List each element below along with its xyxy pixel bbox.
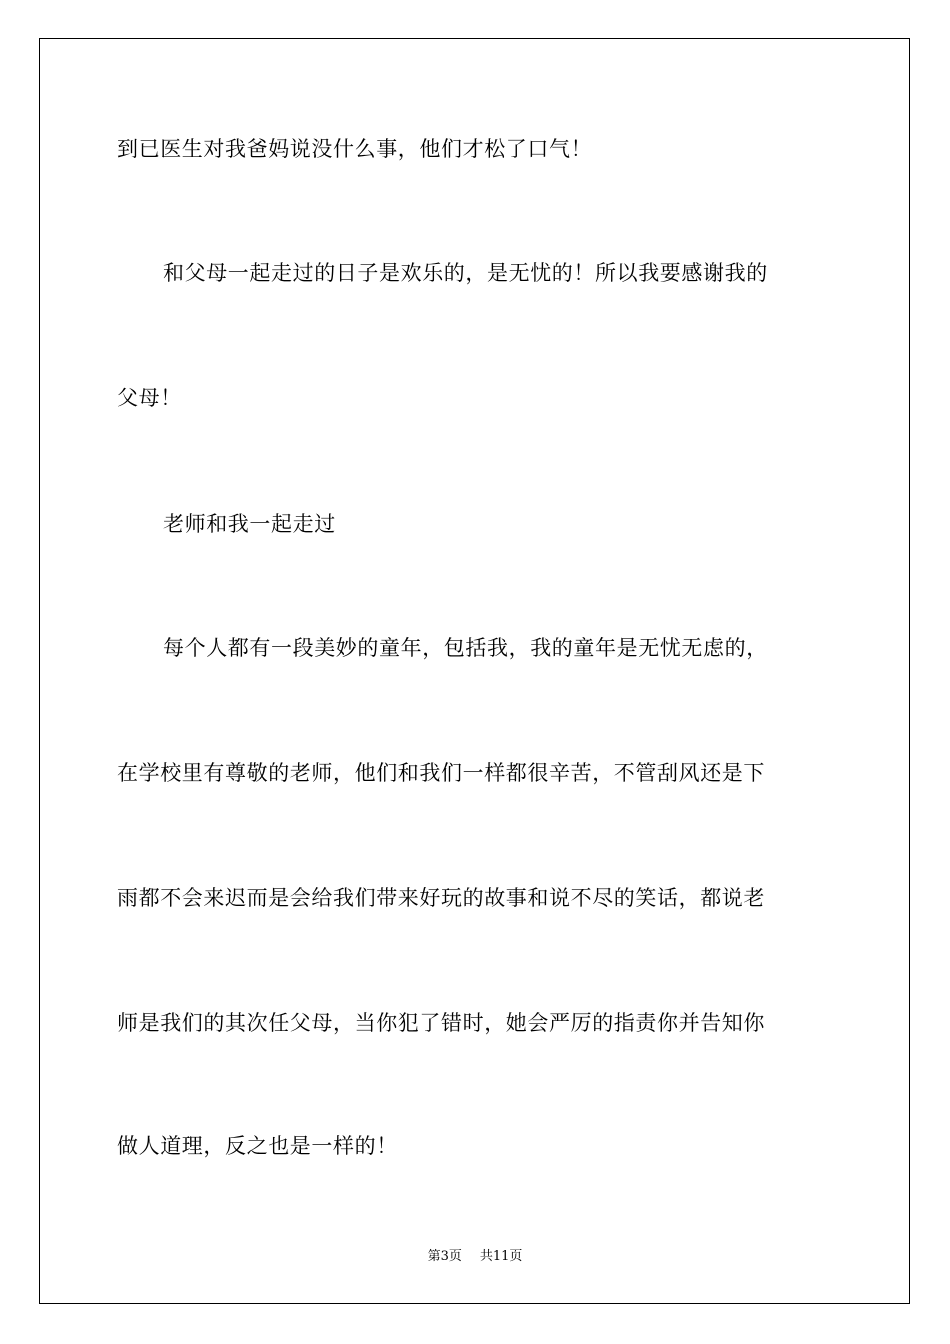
body-line-8: 师是我们的其次任父母，当你犯了错时，她会严厉的指责你并告知你 [117, 1011, 765, 1035]
body-line-3: 父母！ [117, 386, 182, 410]
body-line-5: 每个人都有一段美妙的童年，包括我，我的童年是无忧无虑的， [163, 636, 768, 660]
body-line-6: 在学校里有尊敬的老师，他们和我们一样都很辛苦，不管刮风还是下 [117, 761, 765, 785]
section-heading: 老师和我一起走过 [163, 512, 336, 536]
page-total: 共11页 [479, 1249, 523, 1264]
page-footer [0, 1248, 950, 1266]
body-line-1: 到已医生对我爸妈说没什么事，他们才松了口气！ [117, 137, 593, 161]
body-line-9: 做人道理，反之也是一样的！ [117, 1134, 398, 1158]
body-line-2: 和父母一起走过的日子是欢乐的，是无忧的！所以我要感谢我的 [163, 261, 768, 285]
page-number: 第3页 [427, 1249, 462, 1264]
page-border [39, 38, 910, 1304]
body-line-7: 雨都不会来迟而是会给我们带来好玩的故事和说不尽的笑话，都说老 [117, 886, 765, 910]
